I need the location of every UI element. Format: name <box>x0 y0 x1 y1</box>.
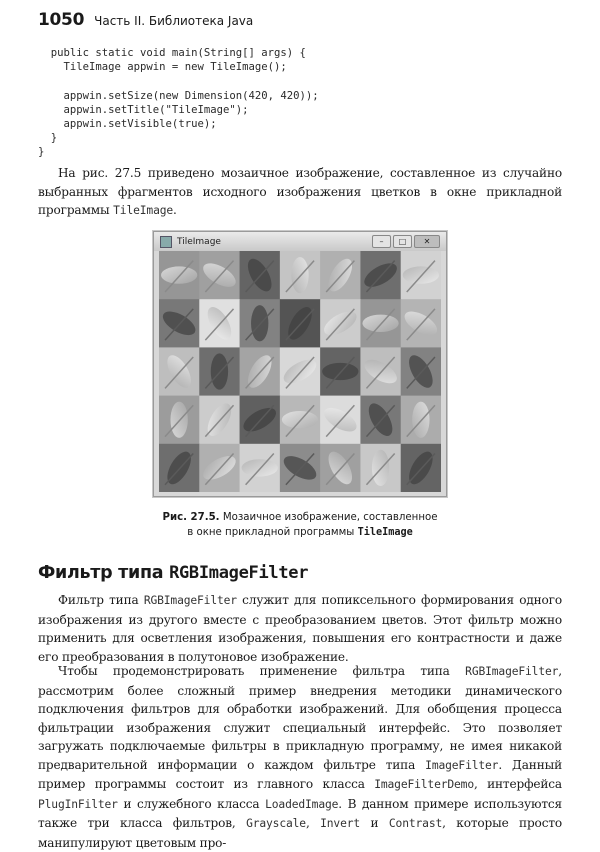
minimize-button[interactable]: – <box>372 235 391 248</box>
section-heading <box>38 563 308 583</box>
p2-code-7: Invert <box>320 817 361 830</box>
mosaic-tile <box>320 396 361 445</box>
p2-text-9: , которые просто манипулируют цветовым про- <box>38 816 562 850</box>
paragraph-plugin-filters <box>38 662 562 852</box>
mosaic-tile <box>280 251 321 300</box>
mosaic-tile <box>199 251 240 300</box>
mosaic-tile <box>401 251 441 300</box>
running-head: Часть II. Библиотека Java <box>94 14 254 28</box>
p1-code-1: RGBImageFilter <box>143 594 237 607</box>
mosaic-tile <box>240 299 281 348</box>
code-listing <box>38 46 319 160</box>
paragraph-rgb-filter <box>38 591 562 666</box>
p2-code-2: ImageFilter <box>425 758 499 772</box>
intro-text: На рис. 27.5 приведено мозаичное изображение, составленное из случайно выбранных фрагментов исходного изображения цветков в окне прикладной программы <box>38 166 562 217</box>
mosaic-tile <box>360 251 401 300</box>
code-line: TileImage appwin = new TileImage(); <box>38 61 287 74</box>
mosaic-tile <box>280 347 321 396</box>
mosaic-tile <box>159 347 200 396</box>
app-icon <box>160 236 172 248</box>
mosaic-canvas <box>159 251 441 492</box>
caption-line2: в окне прикладной программы <box>187 527 358 538</box>
page-number: 1050 <box>38 10 85 30</box>
mosaic-tile <box>280 396 321 445</box>
mosaic-tile <box>240 444 281 492</box>
mosaic-tile <box>401 444 441 492</box>
mosaic-tile <box>360 396 401 445</box>
mosaic-tile <box>320 347 361 396</box>
mosaic-image <box>159 251 441 492</box>
mosaic-tile <box>159 251 200 300</box>
mosaic-tile <box>280 444 321 492</box>
intro-paragraph <box>38 164 562 221</box>
mosaic-tile <box>199 444 240 492</box>
p2-text-4: , интерфейса <box>474 777 562 791</box>
p2-text-6: . В данном примере используются также три класса фильтров, <box>38 796 562 830</box>
page-header <box>38 10 253 34</box>
mosaic-tile <box>401 396 441 445</box>
tileimage-window <box>153 231 447 497</box>
p2-text-7: , <box>305 816 321 830</box>
code-line: } <box>38 132 58 145</box>
intro-code: TileImage <box>113 204 174 217</box>
p2-text-8: и <box>360 816 389 830</box>
code-line: public static void main(String[] args) { <box>38 47 306 59</box>
caption-text: Мозаичное изображение, составленное <box>222 512 438 523</box>
code-line: appwin.setSize(new Dimension(420, 420)); <box>38 89 319 102</box>
p2-text-1: Чтобы продемонстрировать применение фильтра типа <box>58 664 466 678</box>
mosaic-tile <box>320 444 361 492</box>
mosaic-tile <box>159 444 200 492</box>
p2-code-4: PlugInFilter <box>38 797 118 811</box>
p2-code-8: Contrast <box>388 817 443 830</box>
code-line: } <box>38 146 45 159</box>
mosaic-tile <box>240 251 281 300</box>
code-line: appwin.setTitle("TileImage"); <box>38 103 249 116</box>
mosaic-tile <box>360 444 401 492</box>
p2-code-5: LoadedImage <box>265 797 339 811</box>
window-title: TileImage <box>177 236 221 247</box>
mosaic-tile <box>199 347 240 396</box>
caption-number: Рис. 27.5. <box>162 512 220 523</box>
mosaic-tile <box>199 299 240 348</box>
mosaic-tile <box>320 299 361 348</box>
code-line: appwin.setVisible(true); <box>38 118 217 131</box>
mosaic-tile <box>159 396 200 445</box>
mosaic-tile <box>240 396 281 445</box>
mosaic-tile <box>199 396 240 445</box>
mosaic-tile <box>401 299 441 348</box>
maximize-button[interactable]: □ <box>393 235 412 248</box>
p1-text-2: служит для попиксельного формирования одного изображения из другого вместе с преобразованием цветов. Этот фильтр можно применить для осветления изображения, повышения его контрастности и даже его преобразования в полутоновое изображение. <box>38 593 562 664</box>
p2-text-5: и служебного класса <box>117 796 266 811</box>
mosaic-tile <box>280 299 321 348</box>
mosaic-tile <box>401 347 441 396</box>
p2-text-3: . Данный пример программы состоит из главного класса <box>38 757 562 791</box>
figure-caption <box>150 510 450 540</box>
p1-text-1: Фильтр типа <box>58 593 144 607</box>
caption-code: TileImage <box>357 527 413 538</box>
close-button[interactable]: ✕ <box>414 235 440 248</box>
mosaic-tile <box>320 251 361 300</box>
section-title-text: Фильтр типа <box>38 563 170 583</box>
intro-end: . <box>173 203 177 217</box>
p2-code-1: RGBImageFilter <box>465 665 559 678</box>
mosaic-tile <box>360 299 401 348</box>
p2-text-2: , рассмотрим более сложный пример внедрения методики динамического подключения фильтров для обработки изображений. Для обобщения процесса фильтрации изображения служит специальный интерфейс. Это позволяет загружать подключаемые фильтры в прикладную программу, не имея никакой предварительной информации о каждом фильтре типа <box>38 664 562 772</box>
mosaic-tile <box>159 299 200 348</box>
window-titlebar[interactable] <box>154 232 446 251</box>
p2-code-3: ImageFilterDemo <box>374 778 474 791</box>
p2-code-6: Grayscale <box>246 817 306 830</box>
mosaic-tile <box>240 347 281 396</box>
section-title-code: RGBImageFilter <box>169 563 309 583</box>
mosaic-tile <box>360 347 401 396</box>
